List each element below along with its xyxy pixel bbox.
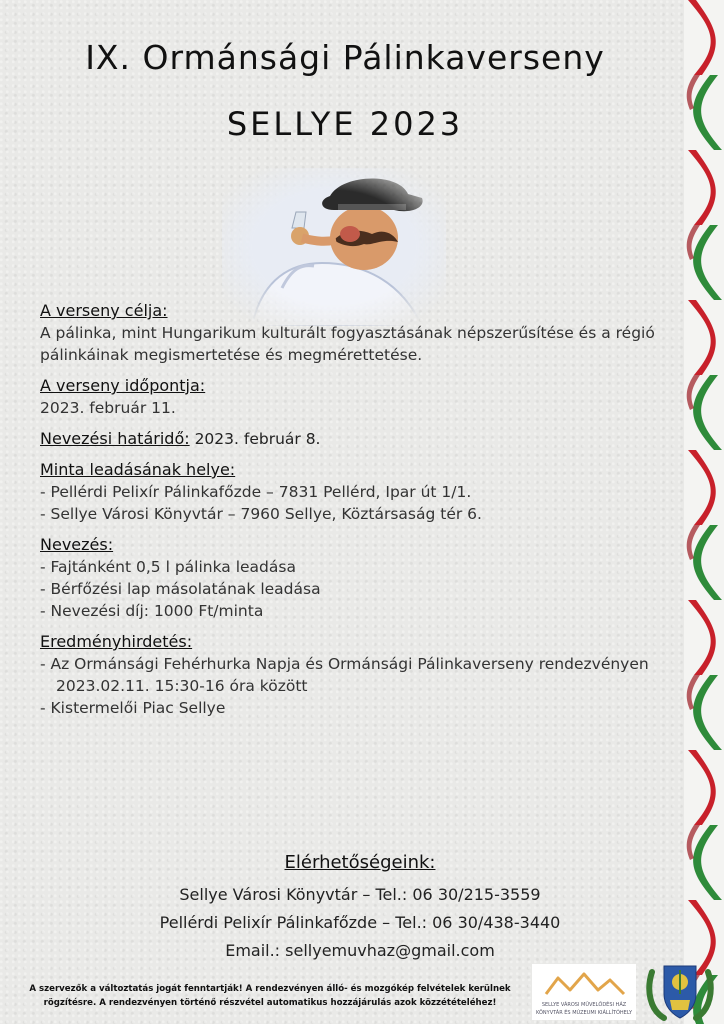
- list-item: - Sellye Városi Könyvtár – 7960 Sellye, Köztársaság tér 6.: [40, 505, 482, 523]
- poster-subtitle: SELLYE 2023: [226, 105, 464, 143]
- contact-distillery-phone: Pellérdi Pelixír Pálinkafőzde – Tel.: 06 30/438-3440: [159, 913, 561, 932]
- main-content: [40, 300, 680, 728]
- disclaimer-line-1: A szervezők a változtatás jogát fenntartják! A rendezvényen álló- és mozgókép felvételek kerülnek: [29, 984, 511, 994]
- contact-block: [40, 852, 680, 965]
- results-heading: Eredményhirdetés:: [40, 632, 193, 651]
- entry-heading: Nevezés:: [40, 535, 114, 554]
- contact-email[interactable]: Email.: sellyemuvhaz@gmail.com: [225, 941, 495, 960]
- section-date: [40, 375, 680, 419]
- contact-library-phone: Sellye Városi Könyvtár – Tel.: 06 30/215-3559: [179, 885, 541, 904]
- poster-title: IX. Ormánsági Pálinkaverseny: [85, 38, 605, 77]
- goal-heading: A verseny célja:: [40, 301, 168, 320]
- section-results: [40, 631, 680, 719]
- deadline-heading: Nevezési határidő:: [40, 429, 190, 448]
- tricolor-ribbon: [684, 0, 724, 1024]
- houses-logo-icon: [532, 964, 636, 1020]
- section-entry: [40, 534, 680, 622]
- deadline-value: 2023. február 8.: [194, 430, 321, 448]
- logo-line-2: KÖNYVTÁR ÉS MÚZEUMI KIÁLLÍTÓHELY: [535, 1010, 633, 1016]
- date-heading: A verseny időpontja:: [40, 376, 206, 395]
- goal-line-2: pálinkáinak megismertetése és megmérettetése.: [40, 346, 423, 364]
- list-item: - Fajtánként 0,5 l pálinka leadása: [40, 558, 296, 576]
- goal-line-1: A pálinka, mint Hungarikum kulturált fogyasztásának népszerűsítése és a régió: [40, 324, 655, 342]
- section-goal: [40, 300, 680, 366]
- date-value: 2023. február 11.: [40, 399, 176, 417]
- sellye-coat-of-arms-icon: [644, 960, 716, 1022]
- list-item: - Nevezési díj: 1000 Ft/minta: [40, 602, 264, 620]
- list-item: - Bérfőzési lap másolatának leadása: [40, 580, 321, 598]
- list-item: 2023.02.11. 15:30-16 óra között: [56, 677, 308, 695]
- section-dropoff: [40, 459, 680, 525]
- list-item: - Kistermelői Piac Sellye: [40, 699, 226, 717]
- dropoff-heading: Minta leadásának helye:: [40, 460, 236, 479]
- section-deadline: [40, 428, 680, 450]
- list-item: - Az Ormánsági Fehérhurka Napja és Ormánsági Pálinkaverseny rendezvényen: [40, 655, 649, 673]
- contact-heading: Elérhetőségeink:: [284, 852, 436, 873]
- disclaimer: [20, 982, 520, 1010]
- disclaimer-line-2: rögzítésre. A rendezvényen történő részvétel automatikus hozzájárulás azok közzétételéhez!: [43, 998, 497, 1008]
- logo-line-1: SELLYE VÁROSI MŰVELŐDÉSI HÁZ: [541, 1002, 627, 1008]
- list-item: - Pellérdi Pelixír Pálinkafőzde – 7831 Pellérd, Ipar út 1/1.: [40, 483, 472, 501]
